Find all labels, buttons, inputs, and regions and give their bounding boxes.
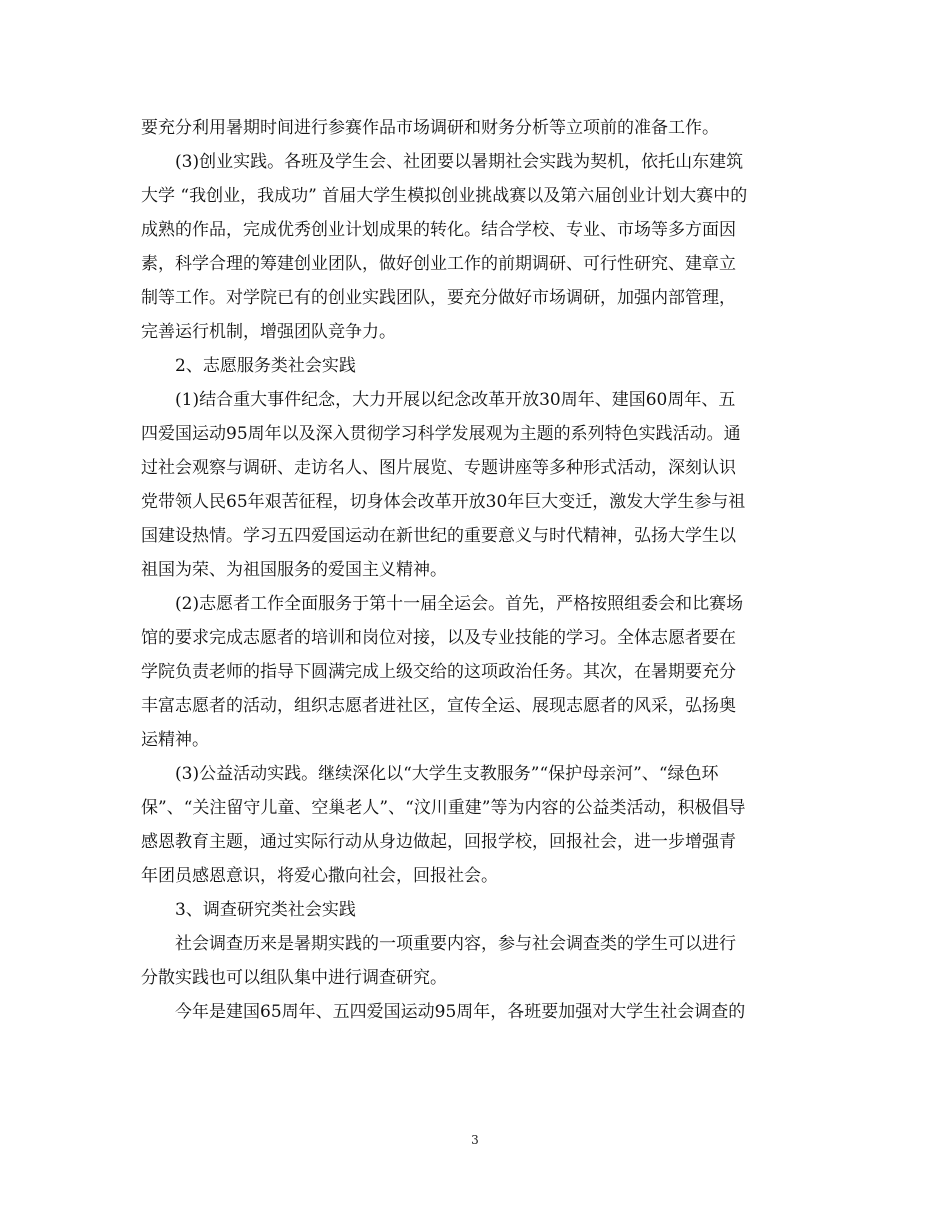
text-line: 馆的要求完成志愿者的培训和岗位对接，以及专业技能的学习。全体志愿者要在 — [141, 628, 736, 648]
text-line: 四爱国运动95周年以及深入贯彻学习科学发展观为主题的系列特色实践活动。通 — [141, 424, 741, 444]
text-line: 感恩教育主题，通过实际行动从身边做起，回报学校，回报社会，进一步增强青 — [141, 832, 736, 852]
text-line: 运精神。 — [141, 730, 209, 750]
text-line: 国建设热情。学习五四爱国运动在新世纪的重要意义与时代精神，弘扬大学生以 — [141, 526, 736, 546]
text-line: (3)公益活动实践。继续深化以“大学生支教服务”“保护母亲河”、“绿色环 — [175, 764, 719, 784]
text-line: (1)结合重大事件纪念，大力开展以纪念改革开放30周年、建国60周年、五 — [175, 390, 736, 410]
section-heading: 2、志愿服务类社会实践 — [175, 356, 356, 376]
text-line: 今年是建国65周年、五四爱国运动95周年，各班要加强对大学生社会调查的 — [175, 1002, 746, 1022]
text-line: (2)志愿者工作全面服务于第十一届全运会。首先，严格按照组委会和比赛场 — [175, 594, 744, 614]
text-line: (3)创业实践。各班及学生会、社团要以暑期社会实践为契机，依托山东建筑 — [175, 152, 744, 172]
page-number: 3 — [471, 1133, 479, 1147]
text-line: 完善运行机制，增强团队竞争力。 — [141, 322, 396, 342]
text-line: 社会调查历来是暑期实践的一项重要内容，参与社会调查类的学生可以进行 — [175, 934, 736, 954]
text-line: 丰富志愿者的活动，组织志愿者进社区，宣传全运、展现志愿者的风采，弘扬奥 — [141, 696, 736, 716]
text-line: 制等工作。对学院已有的创业实践团队，要充分做好市场调研，加强内部管理， — [141, 288, 736, 308]
text-line: 要充分利用暑期时间进行参赛作品市场调研和财务分析等立项前的准备工作。 — [141, 118, 719, 138]
text-line: 学院负责老师的指导下圆满完成上级交给的这项政治任务。其次，在暑期要充分 — [141, 662, 736, 682]
text-line: 成熟的作品，完成优秀创业计划成果的转化。结合学校、专业、市场等多方面因 — [141, 220, 736, 240]
text-line: 年团员感恩意识，将爱心撒向社会，回报社会。 — [141, 866, 498, 886]
text-line: 党带领人民65年艰苦征程，切身体会改革开放30年巨大变迁，激发大学生参与祖 — [141, 492, 746, 512]
text-line: 祖国为荣、为祖国服务的爱国主义精神。 — [141, 560, 447, 580]
text-line: 过社会观察与调研、走访名人、图片展览、专题讲座等多种形式活动，深刻认识 — [141, 458, 736, 478]
text-line: 素，科学合理的筹建创业团队，做好创业工作的前期调研、可行性研究、建章立 — [141, 254, 736, 274]
text-line: 分散实践也可以组队集中进行调查研究。 — [141, 968, 447, 988]
text-line: 大学 “我创业，我成功” 首届大学生模拟创业挑战赛以及第六届创业计划大赛中的 — [141, 186, 748, 206]
section-heading: 3、调查研究类社会实践 — [175, 900, 356, 920]
text-line: 保”、“关注留守儿童、空巢老人”、“汶川重建”等为内容的公益类活动，积极倡导 — [141, 798, 746, 818]
